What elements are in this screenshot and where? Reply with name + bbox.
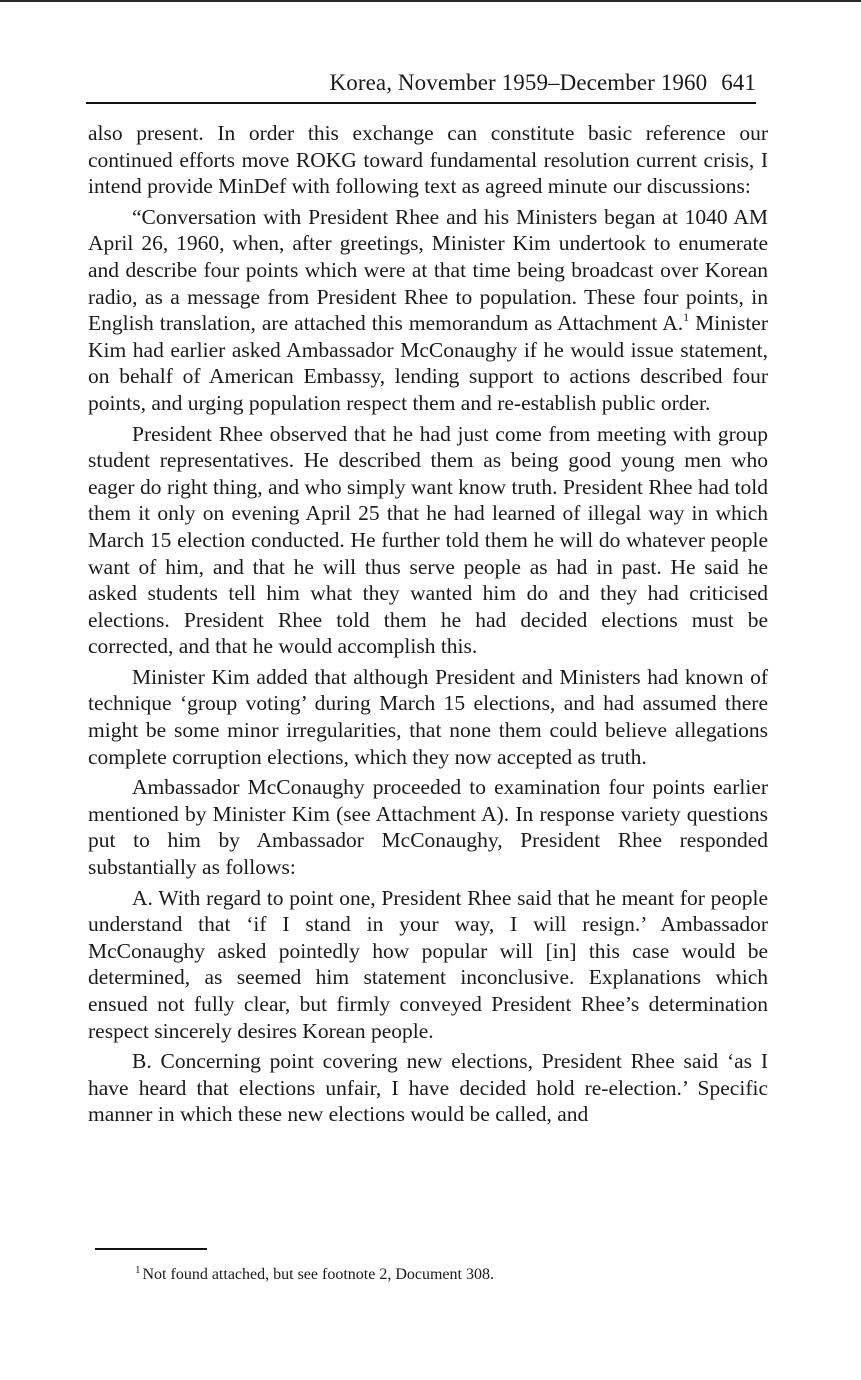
footnote-marker: 1 [135, 1264, 141, 1276]
footnote-divider [95, 1248, 207, 1250]
footnote [135, 1264, 755, 1286]
page-top-edge [0, 0, 861, 2]
footnote-reference: 1 [683, 310, 690, 325]
paragraph-examination: Ambassador McConaughy proceeded to examination four points earlier mentioned by Minister Kim (see Attachment A). In response variety questions put to him by Ambassador McConaughy, President Rhee responded substantially as follows: [88, 775, 768, 880]
body-text [88, 120, 768, 1132]
paragraph-conversation-part-1: “Conversation with President Rhee and his Ministers began at 1040 AM April 26, 1960, when, after greetings, Minister Kim undertook to enumerate and describe four points which were at that time being broadcast over Korean radio, as a message from President Rhee to population. These four points, in English translation, are attached this memorandum as Attachment A. [88, 204, 768, 336]
paragraph-conversation [88, 204, 768, 417]
paragraph-continued: also present. In order this exchange can constitute basic reference our continued efforts move ROKG toward fundamental resolution current crisis, I intend provide MinDef with following text as agreed minute our discussions: [88, 121, 768, 199]
running-title: Korea, November 1959–December 1960 [329, 70, 708, 95]
footnote-text: Not found attached, but see footnote 2, Document 308. [142, 1266, 494, 1283]
paragraph-conversation-part-2: Minister Kim had earlier asked Ambassador McConaughy if he would issue statement, on behalf of American Embassy, lending support to actions described four points, and urging population respect them and re-establish public order. [88, 311, 769, 415]
paragraph-kim-added: Minister Kim added that although President and Ministers had known of technique ‘group voting’ during March 15 elections, and had assumed there might be some minor irregularities, that none them could believe allegations complete corruption elections, which they now accepted as truth. [88, 664, 768, 769]
paragraph-point-a: A. With regard to point one, President Rhee said that he meant for people understand that ‘if I stand in your way, I will resign.’ Ambassador McConaughy asked pointedly how popular will [in] this case would be determined, as seemed him statement inconclusive. Explanations which ensued not fully clear, but firmly conveyed President Rhee’s determination respect sincerely desires Korean people. [88, 885, 768, 1043]
paragraph-rhee-observed: President Rhee observed that he had just come from meeting with group student representatives. He described them as being good young men who eager do right thing, and who simply want know truth. President Rhee had told them it only on evening April 25 that he had learned of illegal way in which March 15 election conducted. He further told them he will do whatever people want of him, and that he will thus serve people as had in past. He said he asked students tell him what they wanted him do and they had criticised elections. President Rhee told them he had decided elections must be corrected, and that he would accomplish this. [88, 421, 768, 659]
page-number: 641 [721, 70, 756, 95]
running-header [86, 66, 756, 104]
paragraph-point-b: B. Concerning point covering new elections, President Rhee said ‘as I have heard that elections unfair, I have decided hold re-election.’ Specific manner in which these new elections would be called, and [88, 1049, 768, 1127]
